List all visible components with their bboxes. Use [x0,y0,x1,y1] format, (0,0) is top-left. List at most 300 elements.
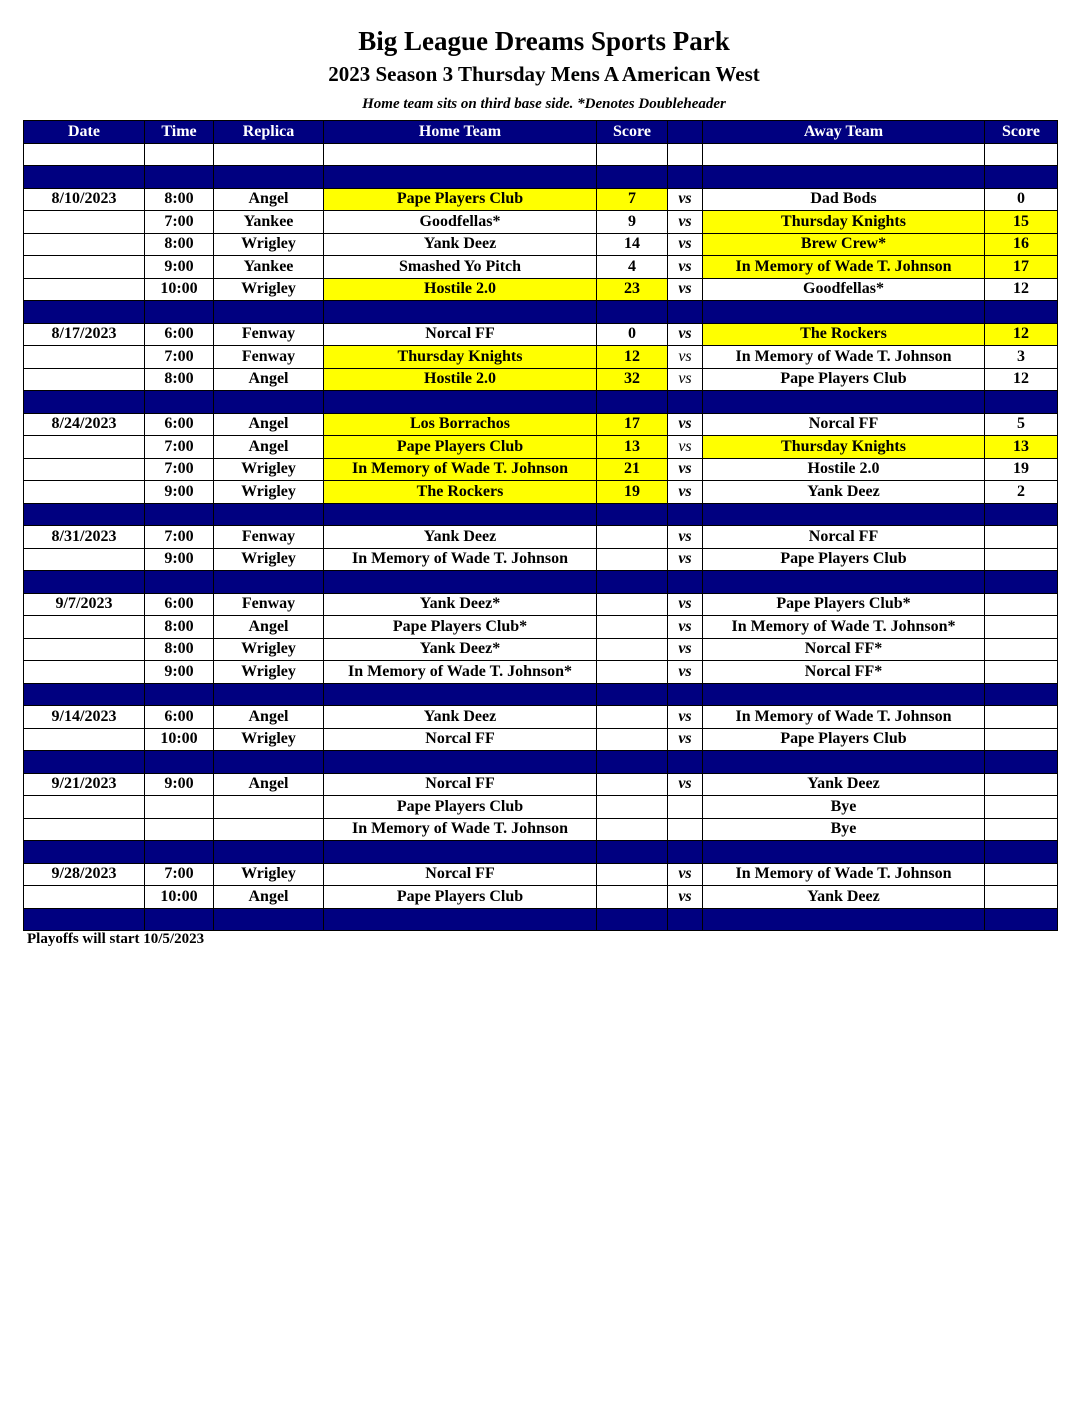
replica-cell [214,571,324,594]
time-cell: 8:00 [145,616,214,639]
vs-cell [668,166,703,189]
away-team-cell [703,301,985,324]
home-score-cell [597,571,668,594]
schedule-table [23,120,1058,931]
away-team-cell: Yank Deez [703,773,985,796]
home-team-cell: The Rockers [324,481,597,504]
time-cell [145,751,214,774]
time-cell: 9:00 [145,481,214,504]
away-score-cell [985,773,1058,796]
home-score-cell: 19 [597,481,668,504]
replica-cell [214,841,324,864]
away-team-cell: In Memory of Wade T. Johnson* [703,616,985,639]
col-header-date: Date [24,121,145,144]
vs-cell: vs [668,728,703,751]
document-title: Big League Dreams Sports Park [358,26,730,56]
vs-cell: vs [668,458,703,481]
date-cell [24,818,145,841]
home-score-cell [597,661,668,684]
home-team-cell: Pape Players Club [324,796,597,819]
date-cell: 9/28/2023 [24,863,145,886]
table-header-row [24,121,1058,144]
separator-row [24,841,1058,864]
home-team-cell: Yank Deez* [324,638,597,661]
away-score-cell [985,616,1058,639]
separator-row [24,571,1058,594]
vs-cell: vs [668,346,703,369]
col-header-replica: Replica [214,121,324,144]
away-score-cell [985,526,1058,549]
replica-cell: Yankee [214,211,324,234]
away-team-cell: Brew Crew* [703,233,985,256]
vs-cell: vs [668,593,703,616]
date-cell [24,908,145,931]
vs-cell: vs [668,233,703,256]
col-header-away-team: Away Team [703,121,985,144]
replica-cell: Wrigley [214,481,324,504]
home-team-cell: Thursday Knights [324,346,597,369]
away-score-cell [985,818,1058,841]
away-team-cell: In Memory of Wade T. Johnson [703,863,985,886]
home-score-cell [597,301,668,324]
vs-cell: vs [668,368,703,391]
vs-cell: vs [668,436,703,459]
time-cell: 10:00 [145,278,214,301]
away-team-cell: Yank Deez [703,481,985,504]
time-cell: 7:00 [145,526,214,549]
time-cell: 6:00 [145,413,214,436]
home-team-cell: Smashed Yo Pitch [324,256,597,279]
away-team-cell [703,391,985,414]
date-cell [24,638,145,661]
date-cell: 8/17/2023 [24,323,145,346]
away-team-cell [703,683,985,706]
playoffs-note: Playoffs will start 10/5/2023 [27,931,205,947]
replica-cell: Fenway [214,526,324,549]
time-cell: 7:00 [145,863,214,886]
time-cell [145,301,214,324]
replica-cell [214,301,324,324]
away-score-cell: 2 [985,481,1058,504]
date-cell [24,683,145,706]
home-score-cell [597,616,668,639]
separator-row [24,751,1058,774]
table-row [24,233,1058,256]
table-row [24,548,1058,571]
home-score-cell: 9 [597,211,668,234]
table-row [24,886,1058,909]
table-row [24,796,1058,819]
table-row [24,278,1058,301]
home-team-cell: Yank Deez* [324,593,597,616]
home-team-cell: Norcal FF [324,773,597,796]
away-score-cell [985,886,1058,909]
replica-cell: Fenway [214,346,324,369]
date-cell [24,166,145,189]
replica-cell: Angel [214,413,324,436]
home-team-cell [324,166,597,189]
home-team-cell: In Memory of Wade T. Johnson* [324,661,597,684]
table-row [24,458,1058,481]
vs-cell [668,908,703,931]
vs-cell: vs [668,706,703,729]
time-cell: 9:00 [145,256,214,279]
away-score-cell [985,661,1058,684]
home-team-cell: Goodfellas* [324,211,597,234]
replica-cell: Angel [214,886,324,909]
time-cell: 9:00 [145,661,214,684]
replica-cell: Angel [214,188,324,211]
table-row [24,706,1058,729]
home-team-cell [324,301,597,324]
away-team-cell: Dad Bods [703,188,985,211]
time-cell: 9:00 [145,548,214,571]
home-score-cell [597,683,668,706]
home-team-cell: Norcal FF [324,863,597,886]
home-score-cell: 32 [597,368,668,391]
replica-cell [214,503,324,526]
date-cell [24,346,145,369]
time-cell [145,841,214,864]
away-team-cell: Pape Players Club* [703,593,985,616]
date-cell [24,143,145,166]
table-row [24,661,1058,684]
time-cell: 10:00 [145,886,214,909]
away-score-cell: 19 [985,458,1058,481]
doubleheader-note: Home team sits on third base side. *Denotes Doubleheader [362,96,726,112]
date-cell: 8/24/2023 [24,413,145,436]
replica-cell: Angel [214,616,324,639]
home-team-cell: Los Borrachos [324,413,597,436]
home-score-cell [597,526,668,549]
home-team-cell [324,751,597,774]
away-score-cell: 13 [985,436,1058,459]
time-cell: 7:00 [145,458,214,481]
time-cell: 8:00 [145,233,214,256]
home-score-cell [597,886,668,909]
date-cell [24,661,145,684]
replica-cell: Angel [214,706,324,729]
away-team-cell: Thursday Knights [703,211,985,234]
vs-cell [668,143,703,166]
away-score-cell [985,908,1058,931]
date-cell [24,436,145,459]
replica-cell: Fenway [214,323,324,346]
away-team-cell [703,751,985,774]
date-cell [24,548,145,571]
table-row [24,593,1058,616]
col-header-vs [668,121,703,144]
home-score-cell: 4 [597,256,668,279]
col-header-home-score: Score [597,121,668,144]
away-team-cell: In Memory of Wade T. Johnson [703,256,985,279]
date-cell [24,391,145,414]
away-score-cell [985,503,1058,526]
home-score-cell [597,638,668,661]
away-team-cell: Pape Players Club [703,368,985,391]
table-row [24,436,1058,459]
away-score-cell [985,751,1058,774]
away-score-cell [985,143,1058,166]
date-cell [24,616,145,639]
replica-cell: Wrigley [214,278,324,301]
home-score-cell: 7 [597,188,668,211]
away-team-cell [703,503,985,526]
date-cell [24,481,145,504]
away-score-cell: 12 [985,278,1058,301]
replica-cell: Wrigley [214,458,324,481]
time-cell [145,818,214,841]
date-cell [24,301,145,324]
vs-cell: vs [668,616,703,639]
vs-cell: vs [668,278,703,301]
home-score-cell [597,728,668,751]
vs-cell: vs [668,323,703,346]
table-row [24,818,1058,841]
table-row [24,211,1058,234]
away-score-cell [985,841,1058,864]
time-cell [145,503,214,526]
replica-cell [214,796,324,819]
away-team-cell [703,908,985,931]
replica-cell: Wrigley [214,728,324,751]
home-score-cell [597,908,668,931]
vs-cell: vs [668,548,703,571]
home-team-cell: Hostile 2.0 [324,368,597,391]
home-team-cell [324,143,597,166]
table-row [24,728,1058,751]
time-cell [145,796,214,819]
time-cell [145,143,214,166]
away-score-cell: 3 [985,346,1058,369]
time-cell: 7:00 [145,211,214,234]
date-cell [24,458,145,481]
away-score-cell [985,571,1058,594]
home-score-cell [597,143,668,166]
replica-cell: Wrigley [214,863,324,886]
home-team-cell: In Memory of Wade T. Johnson [324,458,597,481]
home-team-cell: Yank Deez [324,233,597,256]
date-cell [24,751,145,774]
home-team-cell: Hostile 2.0 [324,278,597,301]
away-score-cell [985,166,1058,189]
home-team-cell [324,391,597,414]
vs-cell [668,301,703,324]
time-cell [145,908,214,931]
replica-cell: Wrigley [214,661,324,684]
separator-row [24,301,1058,324]
home-team-cell: Pape Players Club* [324,616,597,639]
away-team-cell: Pape Players Club [703,548,985,571]
away-team-cell: Yank Deez [703,886,985,909]
home-score-cell [597,841,668,864]
home-score-cell [597,391,668,414]
time-cell: 8:00 [145,188,214,211]
home-team-cell: In Memory of Wade T. Johnson [324,548,597,571]
table-row [24,773,1058,796]
table-row [24,323,1058,346]
home-score-cell [597,503,668,526]
replica-cell: Angel [214,773,324,796]
vs-cell: vs [668,211,703,234]
separator-row [24,908,1058,931]
vs-cell [668,751,703,774]
away-team-cell: Bye [703,818,985,841]
time-cell: 6:00 [145,593,214,616]
home-score-cell [597,773,668,796]
time-cell [145,683,214,706]
date-cell: 8/31/2023 [24,526,145,549]
vs-cell: vs [668,481,703,504]
vs-cell: vs [668,886,703,909]
time-cell: 6:00 [145,323,214,346]
date-cell [24,256,145,279]
away-score-cell: 15 [985,211,1058,234]
col-header-home-team: Home Team [324,121,597,144]
date-cell [24,886,145,909]
away-score-cell [985,728,1058,751]
home-score-cell: 0 [597,323,668,346]
vs-cell: vs [668,863,703,886]
home-score-cell [597,706,668,729]
replica-cell: Fenway [214,593,324,616]
away-team-cell [703,841,985,864]
date-cell [24,278,145,301]
away-team-cell [703,571,985,594]
time-cell [145,571,214,594]
vs-cell [668,391,703,414]
time-cell: 7:00 [145,346,214,369]
away-team-cell: Thursday Knights [703,436,985,459]
away-score-cell: 16 [985,233,1058,256]
away-team-cell [703,143,985,166]
home-team-cell: Norcal FF [324,323,597,346]
home-score-cell: 13 [597,436,668,459]
home-team-cell: In Memory of Wade T. Johnson [324,818,597,841]
date-cell [24,728,145,751]
home-team-cell: Yank Deez [324,706,597,729]
home-team-cell [324,683,597,706]
separator-row [24,391,1058,414]
away-score-cell [985,548,1058,571]
vs-cell: vs [668,526,703,549]
vs-cell: vs [668,661,703,684]
vs-cell: vs [668,638,703,661]
home-score-cell: 21 [597,458,668,481]
away-team-cell: Bye [703,796,985,819]
away-score-cell: 12 [985,323,1058,346]
home-score-cell [597,796,668,819]
away-score-cell [985,391,1058,414]
table-row [24,526,1058,549]
away-team-cell [703,166,985,189]
home-score-cell [597,548,668,571]
vs-cell: vs [668,413,703,436]
col-header-time: Time [145,121,214,144]
away-team-cell: In Memory of Wade T. Johnson [703,346,985,369]
away-team-cell: Norcal FF [703,413,985,436]
away-team-cell: The Rockers [703,323,985,346]
table-row [24,413,1058,436]
home-team-cell: Pape Players Club [324,188,597,211]
blank-row [24,143,1058,166]
vs-cell [668,841,703,864]
home-team-cell [324,841,597,864]
replica-cell [214,818,324,841]
time-cell [145,391,214,414]
away-score-cell [985,593,1058,616]
replica-cell: Angel [214,368,324,391]
date-cell: 9/7/2023 [24,593,145,616]
table-row [24,616,1058,639]
replica-cell [214,908,324,931]
away-score-cell [985,301,1058,324]
home-team-cell [324,571,597,594]
table-row [24,481,1058,504]
date-cell [24,368,145,391]
replica-cell: Angel [214,436,324,459]
home-score-cell [597,863,668,886]
separator-row [24,503,1058,526]
home-team-cell [324,503,597,526]
replica-cell: Wrigley [214,233,324,256]
away-team-cell: Norcal FF* [703,661,985,684]
time-cell: 8:00 [145,638,214,661]
time-cell [145,166,214,189]
time-cell: 8:00 [145,368,214,391]
replica-cell [214,143,324,166]
vs-cell [668,503,703,526]
away-score-cell: 12 [985,368,1058,391]
date-cell: 8/10/2023 [24,188,145,211]
away-team-cell: In Memory of Wade T. Johnson [703,706,985,729]
away-team-cell: Norcal FF* [703,638,985,661]
away-score-cell [985,683,1058,706]
vs-cell [668,683,703,706]
away-score-cell: 5 [985,413,1058,436]
away-score-cell [985,863,1058,886]
date-cell: 9/14/2023 [24,706,145,729]
replica-cell: Yankee [214,256,324,279]
home-team-cell [324,908,597,931]
home-score-cell [597,751,668,774]
away-score-cell [985,796,1058,819]
home-score-cell [597,166,668,189]
home-score-cell: 14 [597,233,668,256]
table-row [24,346,1058,369]
away-team-cell: Norcal FF [703,526,985,549]
date-cell [24,841,145,864]
replica-cell [214,391,324,414]
time-cell: 9:00 [145,773,214,796]
vs-cell [668,796,703,819]
vs-cell: vs [668,188,703,211]
home-score-cell [597,593,668,616]
away-score-cell: 17 [985,256,1058,279]
time-cell: 7:00 [145,436,214,459]
table-row [24,863,1058,886]
home-score-cell: 23 [597,278,668,301]
date-cell [24,503,145,526]
vs-cell [668,571,703,594]
home-team-cell: Yank Deez [324,526,597,549]
away-score-cell [985,638,1058,661]
col-header-away-score: Score [985,121,1058,144]
separator-row [24,166,1058,189]
home-team-cell: Norcal FF [324,728,597,751]
date-cell [24,211,145,234]
table-row [24,368,1058,391]
